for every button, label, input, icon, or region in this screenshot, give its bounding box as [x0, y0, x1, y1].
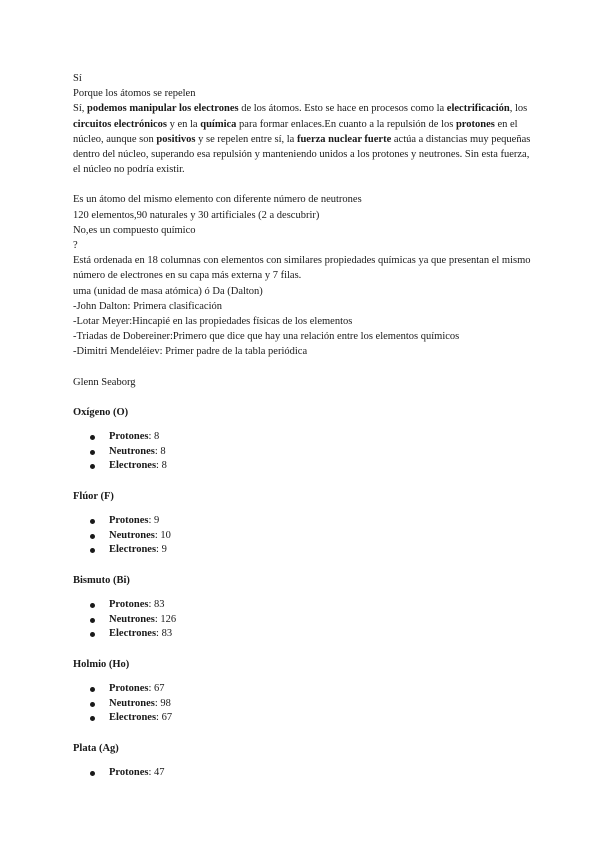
element-props-fluorine	[73, 514, 533, 558]
spacer	[73, 642, 533, 657]
spacer	[73, 390, 533, 405]
list-item: Protones: 8	[73, 430, 533, 445]
spacer	[73, 558, 533, 573]
element-props-silver	[73, 766, 533, 781]
answer-element-count: 120 elementos,90 naturales y 30 artificiales (2 a descubrir)	[73, 209, 320, 221]
answer-mass-unit: uma (unidad de masa atómica) ó Da (Dalton)	[73, 285, 263, 297]
answer-electrons-paragraph: Sí, podemos manipular los electrones de los átomos. Esto se hace en procesos como la electrificación, los circuitos electrónicos y en la química para formar enlaces.En cuanto a la repulsión de los protones en el núcleo, aunque son positivos y se repelen entre sí, la fuerza nuclear fuerte actúa a distancias muy pequeñas dentro del núcleo, superando esa repulsión y manteniendo unidos a los protones y neutrones. Sin esta fuerza, el núcleo no podría existir.	[73, 103, 531, 176]
list-item: Protones: 9	[73, 514, 533, 529]
list-item: Protones: 67	[73, 682, 533, 697]
list-item: Neutrones: 8	[73, 445, 533, 460]
element-title-oxygen: Oxígeno (O)	[73, 406, 129, 418]
list-item: Neutrones: 126	[73, 613, 533, 628]
spacer	[73, 504, 533, 514]
answer-unknown: ?	[73, 240, 78, 252]
element-title-fluorine: Flúor (F)	[73, 490, 114, 502]
answer-mendeleiev: -Dimitri Mendeléiev: Primer padre de la tabla periódica	[73, 346, 308, 358]
list-item: Electrones: 8	[73, 459, 533, 474]
answer-dalton: -John Dalton: Primera clasificación	[73, 300, 222, 312]
answer-seaborg: Glenn Seaborg	[73, 376, 136, 388]
list-item: Neutrones: 10	[73, 529, 533, 544]
element-title-bismuth: Bismuto (Bi)	[73, 574, 130, 586]
list-item: Protones: 83	[73, 598, 533, 613]
element-props-holmium	[73, 682, 533, 726]
answer-meyer: -Lotar Meyer:Hincapié en las propiedades físicas de los elementos	[73, 316, 353, 328]
list-item: Electrones: 9	[73, 543, 533, 558]
spacer	[73, 177, 533, 192]
answer-repelen: Porque los átomos se repelen	[73, 88, 196, 100]
list-item: Electrones: 67	[73, 711, 533, 726]
list-item: Protones: 47	[73, 766, 533, 781]
answer-dobereiner: -Triadas de Dobereiner:Primero que dice que hay una relación entre los elementos químicos	[73, 331, 460, 343]
spacer	[73, 420, 533, 430]
element-props-oxygen	[73, 430, 533, 474]
spacer	[73, 726, 533, 741]
element-props-bismuth	[73, 598, 533, 642]
spacer	[73, 588, 533, 598]
spacer	[73, 756, 533, 766]
element-title-silver: Plata (Ag)	[73, 742, 119, 754]
spacer	[73, 672, 533, 682]
list-item: Electrones: 83	[73, 627, 533, 642]
answer-compound: No,es un compuesto químico	[73, 224, 196, 236]
spacer	[73, 474, 533, 489]
list-item: Neutrones: 98	[73, 697, 533, 712]
document-page	[73, 71, 533, 781]
answer-si: Sí	[73, 73, 82, 84]
element-title-holmium: Holmio (Ho)	[73, 658, 130, 670]
answer-table-structure: Está ordenada en 18 columnas con elementos con similares propiedades químicas ya que presentan el mismo número de electrones en su capa más externa y 7 filas.	[73, 255, 531, 282]
spacer	[73, 360, 533, 375]
answer-isotope: Es un átomo del mismo elemento con diferente número de neutrones	[73, 194, 362, 206]
